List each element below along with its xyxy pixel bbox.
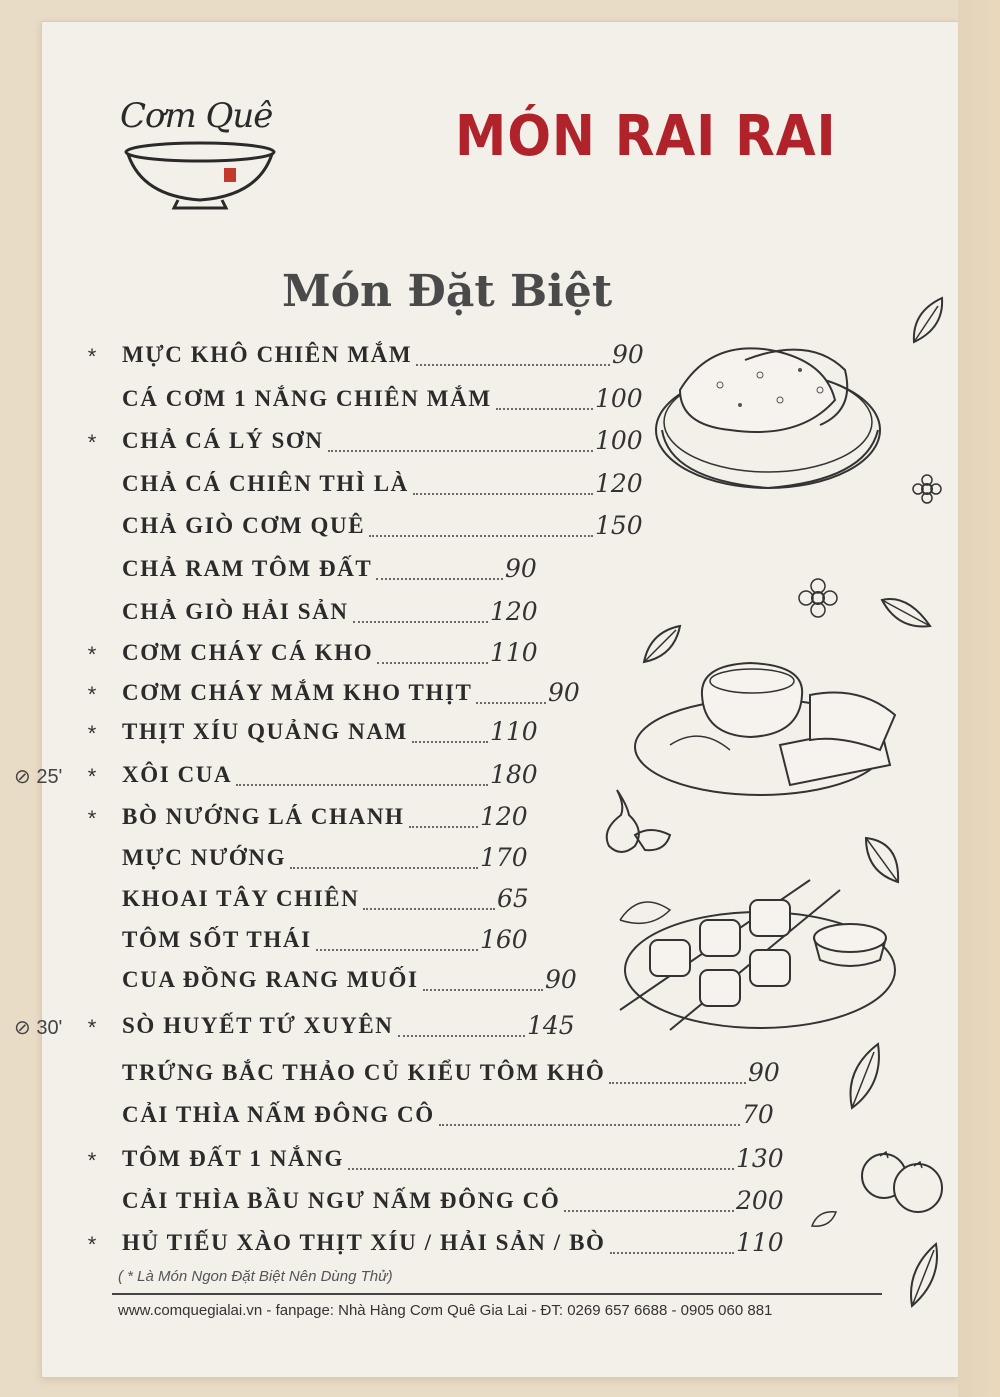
item-name: CHẢ CÁ CHIÊN THÌ LÀ (122, 471, 409, 496)
dot-leader (416, 362, 610, 366)
dot-leader (328, 448, 593, 452)
recommended-star: * (87, 682, 97, 707)
dot-leader (369, 533, 593, 537)
footnote: ( * Là Món Ngon Đặt Biệt Nên Dùng Thử) (118, 1268, 393, 1285)
leaf-icon (906, 1240, 942, 1310)
item-name: CƠM CHÁY CÁ KHO (122, 640, 374, 665)
dot-leader (398, 1033, 525, 1037)
dot-leader (363, 906, 495, 910)
section-title: Món Đặt Biệt (282, 266, 613, 317)
pear-icon (595, 780, 675, 860)
item-name: THỊT XÍU QUẢNG NAM (122, 719, 408, 744)
footer-contact: www.comquegialai.vn - fanpage: Nhà Hàng Cơm Quê Gia Lai - ĐT: 0269 657 6688 - 0905 060 881 (118, 1302, 773, 1319)
recommended-star: * (87, 1148, 97, 1173)
item-name: TÔM SỐT THÁI (122, 927, 312, 952)
item-name: BÒ NƯỚNG LÁ CHANH (122, 804, 405, 829)
page-title: MÓN RAI RAI (455, 104, 837, 169)
item-name: CẢI THÌA BẦU NGƯ NẤM ĐÔNG CÔ (122, 1188, 561, 1213)
dot-leader (290, 865, 478, 869)
recommended-star: * (87, 1232, 97, 1257)
frame-edge (958, 0, 1000, 1397)
item-price: 90 (612, 340, 644, 369)
fish-cake-plate-illustration (650, 330, 890, 500)
menu-item (0, 599, 900, 633)
leaf-icon (810, 1208, 838, 1230)
dot-leader (610, 1250, 734, 1254)
item-name: CHẢ GIÒ CƠM QUÊ (122, 513, 366, 538)
dot-leader (564, 1208, 734, 1212)
flower-icon (798, 578, 838, 618)
item-name: CHẢ GIÒ HẢI SẢN (122, 599, 349, 624)
recommended-star: * (87, 764, 97, 789)
menu-item (0, 1230, 900, 1264)
menu-item (0, 1146, 900, 1180)
item-price: 160 (480, 925, 528, 954)
item-name: CUA ĐỒNG RANG MUỐI (122, 967, 419, 992)
bowl-logo-icon (120, 138, 280, 218)
dot-leader (236, 782, 488, 786)
recommended-star: * (87, 806, 97, 831)
item-name: TÔM ĐẤT 1 NẮNG (122, 1146, 344, 1171)
prep-time-note: ⊘ 30' (14, 1017, 63, 1039)
item-price: 90 (548, 678, 580, 707)
item-name: CHẢ RAM TÔM ĐẤT (122, 556, 373, 581)
item-price: 100 (595, 384, 643, 413)
item-price: 150 (595, 511, 643, 540)
item-price: 90 (748, 1058, 780, 1087)
leaf-icon (844, 1040, 884, 1112)
item-price: 200 (736, 1186, 784, 1215)
dot-leader (409, 824, 478, 828)
leaf-icon (640, 622, 684, 666)
leaf-icon (860, 832, 904, 888)
item-price: 90 (505, 554, 537, 583)
menu-item (0, 1060, 900, 1094)
flower-icon (912, 474, 942, 504)
item-name: MỰC NƯỚNG (122, 845, 287, 870)
item-name: CHẢ CÁ LÝ SƠN (122, 428, 324, 453)
item-price: 120 (480, 802, 528, 831)
item-name: CƠM CHÁY MẮM KHO THỊT (122, 680, 473, 705)
recommended-star: * (87, 430, 97, 455)
menu-item (0, 1188, 900, 1222)
dot-leader (412, 739, 488, 743)
leaf-icon (908, 292, 948, 348)
menu-item (0, 513, 900, 547)
dot-leader (316, 947, 478, 951)
menu-item (0, 1102, 900, 1136)
dot-leader (348, 1166, 734, 1170)
dot-leader (376, 576, 503, 580)
skewer-plate-illustration (610, 860, 900, 1040)
dot-leader (413, 491, 593, 495)
menu-item (0, 556, 900, 590)
dot-leader (609, 1080, 746, 1084)
item-price: 110 (490, 717, 538, 746)
dot-leader (496, 406, 593, 410)
dot-leader (423, 987, 544, 991)
recommended-star: * (87, 1015, 97, 1040)
item-price: 180 (490, 760, 538, 789)
item-price: 145 (527, 1011, 575, 1040)
menu-item (0, 804, 900, 838)
item-name: KHOAI TÂY CHIÊN (122, 886, 360, 911)
dot-leader (353, 619, 488, 623)
leaf-icon (878, 592, 934, 632)
item-name: CẢI THÌA NẤM ĐÔNG CÔ (122, 1102, 435, 1127)
dot-leader (476, 700, 546, 704)
item-price: 110 (490, 638, 538, 667)
item-price: 120 (595, 469, 643, 498)
item-price: 120 (490, 597, 538, 626)
recommended-star: * (87, 721, 97, 746)
item-name: HỦ TIẾU XÀO THỊT XÍU / HẢI SẢN / BÒ (122, 1230, 606, 1255)
item-name: SÒ HUYẾT TỨ XUYÊN (122, 1013, 394, 1038)
dot-leader (439, 1122, 740, 1126)
dot-leader (377, 660, 488, 664)
item-price: 90 (545, 965, 577, 994)
recommended-star: * (87, 344, 97, 369)
item-name: TRỨNG BẮC THẢO CỦ KIỂU TÔM KHÔ (122, 1060, 606, 1085)
item-price: 110 (736, 1228, 784, 1257)
item-price: 65 (497, 884, 529, 913)
item-price: 100 (595, 426, 643, 455)
item-price: 130 (736, 1144, 784, 1173)
item-name: XÔI CUA (122, 762, 233, 787)
item-price: 70 (742, 1100, 774, 1129)
fruit-icon (856, 1146, 948, 1216)
item-price: 170 (480, 843, 528, 872)
logo-text: Cơm Quê (120, 96, 273, 136)
prep-time-note: ⊘ 25' (14, 766, 63, 788)
item-name: CÁ CƠM 1 NẮNG CHIÊN MẮM (122, 386, 492, 411)
item-name: MỰC KHÔ CHIÊN MẮM (122, 342, 413, 367)
recommended-star: * (87, 642, 97, 667)
footer-divider (112, 1293, 882, 1295)
